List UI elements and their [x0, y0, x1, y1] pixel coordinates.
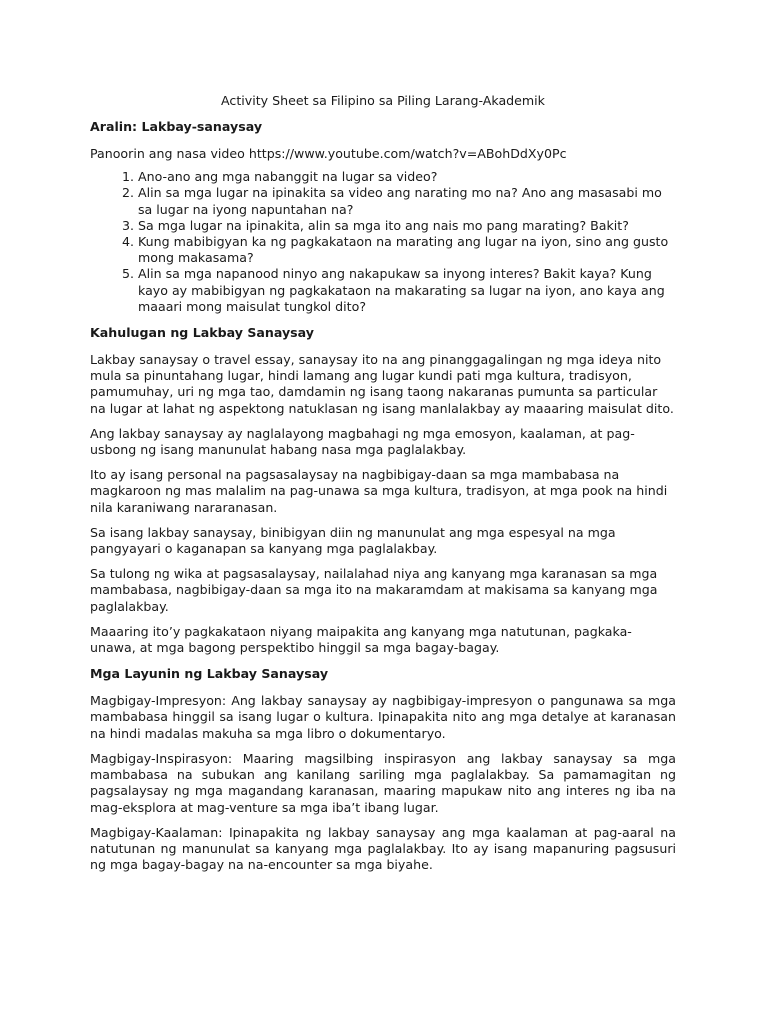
paragraph: Lakbay sanaysay o travel essay, sanaysay ito na ang pinanggagalingan ng mga ideya nito mula sa pinuntahang lugar, hindi lamang ang lugar kundi pati mga kultura, tradisyon, pamumuhay, uri ng mga tao, damdamin ng isang taong nakaranas pumunta sa particular na lugar at lahat ng aspektong natuklasan ng isang manlalakbay ay maaaring maisulat dito. — [90, 352, 674, 416]
list-item: 3. Sa mga lugar na ipinakita, alin sa mga ito ang nais mo pang marating? Bakit? — [138, 218, 676, 234]
paragraph: Maaaring ito’y pagkakataon niyang maipakita ang kanyang mga natutunan, pagkaka-unawa, at mga bagong perspektibo hinggil sa mga bagay-bagay. — [90, 623, 632, 656]
paragraph: Sa tulong ng wika at pagsasalaysay, nailalahad niya ang kanyang mga karanasan sa mga mambabasa, nagbibigay-daan sa mga ito na makaramdam at makisama sa kanyang mga paglalakbay. — [90, 566, 658, 614]
paragraph: Ito ay isang personal na pagsasalaysay na nagbibigay-daan sa mga mambabasa na magkaroon ng mas malalim na pag-unawa sa mga kultura, tradisyon, at mga pook na hindi nila karaniwang nararanasan. — [90, 467, 668, 515]
list-item: 4. Kung mabibigyan ka ng pagkakataon na marating ang lugar na iyon, sino ang gusto mong makasama? — [138, 234, 676, 266]
section-heading-kahulugan: Kahulugan ng Lakbay Sanaysay — [90, 325, 314, 341]
paragraph: Ang lakbay sanaysay ay naglalayong magbahagi ng mga emosyon, kaalaman, at pag-usbong ng isang manunulat habang nasa mga paglalakbay. — [90, 425, 635, 458]
list-item: 5. Alin sa mga napanood ninyo ang nakapukaw sa inyong interes? Bakit kaya? Kung kayo ay mabibigyan ng pagkakataon na makarating sa lugar na iyon, ano kaya ang maaari mong maisulat tungkol dito? — [138, 266, 676, 315]
section-heading-layunin: Mga Layunin ng Lakbay Sanaysay — [90, 666, 329, 682]
paragraph: Magbigay-Kaalaman: Ipinapakita ng lakbay sanaysay ang mga kaalaman at pag-aaral na natutunan ng manunulat sa kanyang mga paglalakbay. Ito ay isang mapanuring pagsusuri ng mga bagay-bagay na na-encounter sa mga biyahe. — [90, 824, 676, 873]
list-item: 1. Ano-ano ang mga nabanggit na lugar sa video? — [138, 169, 676, 185]
paragraph: Magbigay-Inspirasyon: Maaring magsilbing inspirasyon ang lakbay sanaysay sa mga mambabasa na subukan ang kanilang sariling mga paglalakbay. Sa pamamagitan ng pagsalaysay ng mga magandang karanasan, maaring mapukaw nito ang interes ng iba na mag-eksplora at mag-venture sa mga iba’t ibang lugar. — [90, 750, 676, 815]
video-instruction: Panoorin ang nasa video https://www.youtube.com/watch?v=ABohDdXy0Pc — [90, 146, 567, 161]
lesson-heading: Aralin: Lakbay-sanaysay — [90, 119, 263, 134]
paragraph: Magbigay-Impresyon: Ang lakbay sanaysay ay nagbibigay-impresyon o pangunawa sa mga mambabasa hinggil sa isang lugar o kultura. Ipinapakita nito ang mga detalye at karanasan na hindi madalas makuha sa mga libro o dokumentaryo. — [90, 693, 676, 741]
paragraph: Sa isang lakbay sanaysay, binibigyan diin ng manunulat ang mga espesyal na mga pangyayari o kaganapan sa kanyang mga paglalakbay. — [90, 524, 616, 557]
document-body — [90, 92, 676, 882]
document-title: Activity Sheet sa Filipino sa Piling Larang-Akademik — [221, 93, 545, 108]
list-item: 2. Alin sa mga lugar na ipinakita sa video ang narating mo na? Ano ang masasabi mo sa lugar na iyong napuntahan na? — [138, 185, 676, 217]
question-list — [90, 169, 676, 315]
